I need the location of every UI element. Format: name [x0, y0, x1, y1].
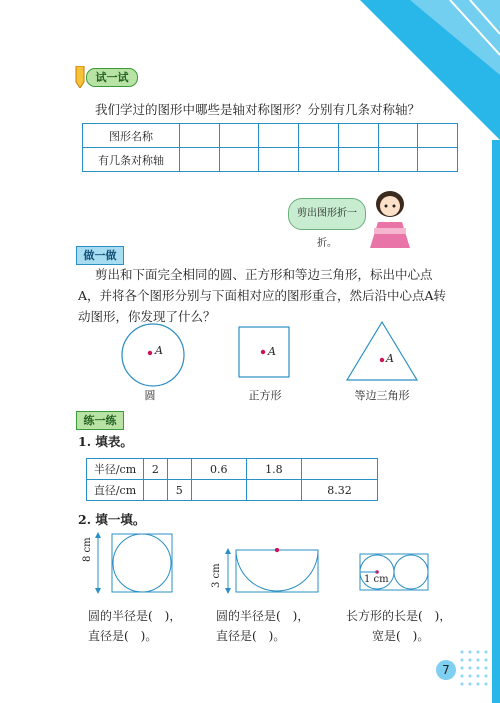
table-cell[interactable] [299, 124, 339, 148]
row-label: 有几条对称轴 [83, 148, 180, 172]
table-row [83, 148, 458, 172]
table-cell[interactable] [191, 480, 246, 501]
row-label: 直径/cm [87, 480, 144, 501]
table-cell[interactable] [299, 148, 339, 172]
table-cell[interactable] [219, 148, 259, 172]
table-cell[interactable] [246, 480, 301, 501]
table-row [87, 480, 378, 501]
shape-symmetry-table [82, 123, 458, 172]
row-label: 半径/cm [87, 459, 144, 480]
dot-pattern [458, 648, 490, 696]
answer-a1[interactable]: 圆的半径是( )， [88, 609, 182, 623]
table-cell[interactable] [259, 124, 299, 148]
triangle-caption: 等边三角形 [354, 389, 410, 402]
table-cell[interactable] [378, 148, 418, 172]
table-cell[interactable] [144, 480, 168, 501]
table-cell[interactable] [418, 124, 458, 148]
answer-b1[interactable]: 圆的半径是( )， [216, 609, 310, 623]
square-shape [238, 326, 290, 378]
circle-point-label: A [155, 344, 163, 357]
table-row [87, 459, 378, 480]
do-paragraph-line3: 动图形，你发现了什么？ [78, 309, 216, 324]
row-label: 图形名称 [83, 124, 180, 148]
fig1-dimension: 8 cm [82, 537, 93, 562]
right-edge-stripe [492, 140, 500, 703]
table-cell[interactable]: 1.8 [246, 459, 301, 480]
speech-bubble: 剪出图形折一折。 [288, 198, 366, 230]
answer-c1[interactable]: 长方形的长是( )， [346, 609, 452, 623]
radius-diameter-table [86, 458, 378, 501]
answer-b2[interactable]: 直径是( )。 [216, 629, 286, 643]
q1-title: 1. 填表。 [78, 434, 133, 449]
circle-caption: 圆 [144, 389, 156, 402]
do-badge: 做一做 [76, 246, 124, 265]
table-cell[interactable]: 5 [167, 480, 191, 501]
corner-decoration [300, 0, 500, 140]
table-cell[interactable] [378, 124, 418, 148]
table-cell[interactable]: 0.6 [191, 459, 246, 480]
table-cell[interactable] [180, 124, 220, 148]
fig2-dimension: 3 cm [211, 563, 222, 588]
circle-in-square-figure [92, 530, 187, 596]
fig3-dimension: 1 cm [364, 574, 389, 585]
table-cell[interactable] [180, 148, 220, 172]
circle-shape [120, 322, 186, 388]
table-cell[interactable] [167, 459, 191, 480]
page-number: 7 [436, 660, 456, 680]
q2-title: 2. 填一填。 [78, 512, 146, 527]
do-paragraph-line2: A，并将各个图形分别与下面相对应的图形重合，然后沿中心点A转 [78, 288, 447, 303]
square-point-label: A [268, 345, 276, 358]
table-cell[interactable] [259, 148, 299, 172]
table-cell[interactable] [301, 459, 377, 480]
try-badge: 试一试 [86, 68, 138, 87]
table-cell[interactable] [219, 124, 259, 148]
square-caption: 正方形 [248, 389, 282, 402]
table-cell[interactable] [338, 148, 378, 172]
girl-illustration [360, 188, 420, 250]
semicircle-in-rectangle-figure [224, 548, 324, 594]
table-cell[interactable]: 8.32 [301, 480, 377, 501]
table-cell[interactable] [338, 124, 378, 148]
try-question: 我们学过的图形中哪些是轴对称图形？分别有几条对称轴？ [95, 102, 421, 117]
table-row [83, 124, 458, 148]
answer-a2[interactable]: 直径是( )。 [88, 629, 158, 643]
answer-c2[interactable]: 宽是( )。 [372, 629, 430, 643]
triangle-shape [345, 320, 419, 382]
table-cell[interactable] [418, 148, 458, 172]
table-cell[interactable]: 2 [144, 459, 168, 480]
triangle-point-label: A [386, 352, 394, 365]
pencil-icon [72, 66, 86, 88]
practice-badge: 练一练 [76, 411, 124, 430]
two-circles-figure [358, 548, 432, 594]
do-paragraph-line1: 剪出和下面完全相同的圆、正方形和等边三角形，标出中心点 [95, 267, 433, 282]
